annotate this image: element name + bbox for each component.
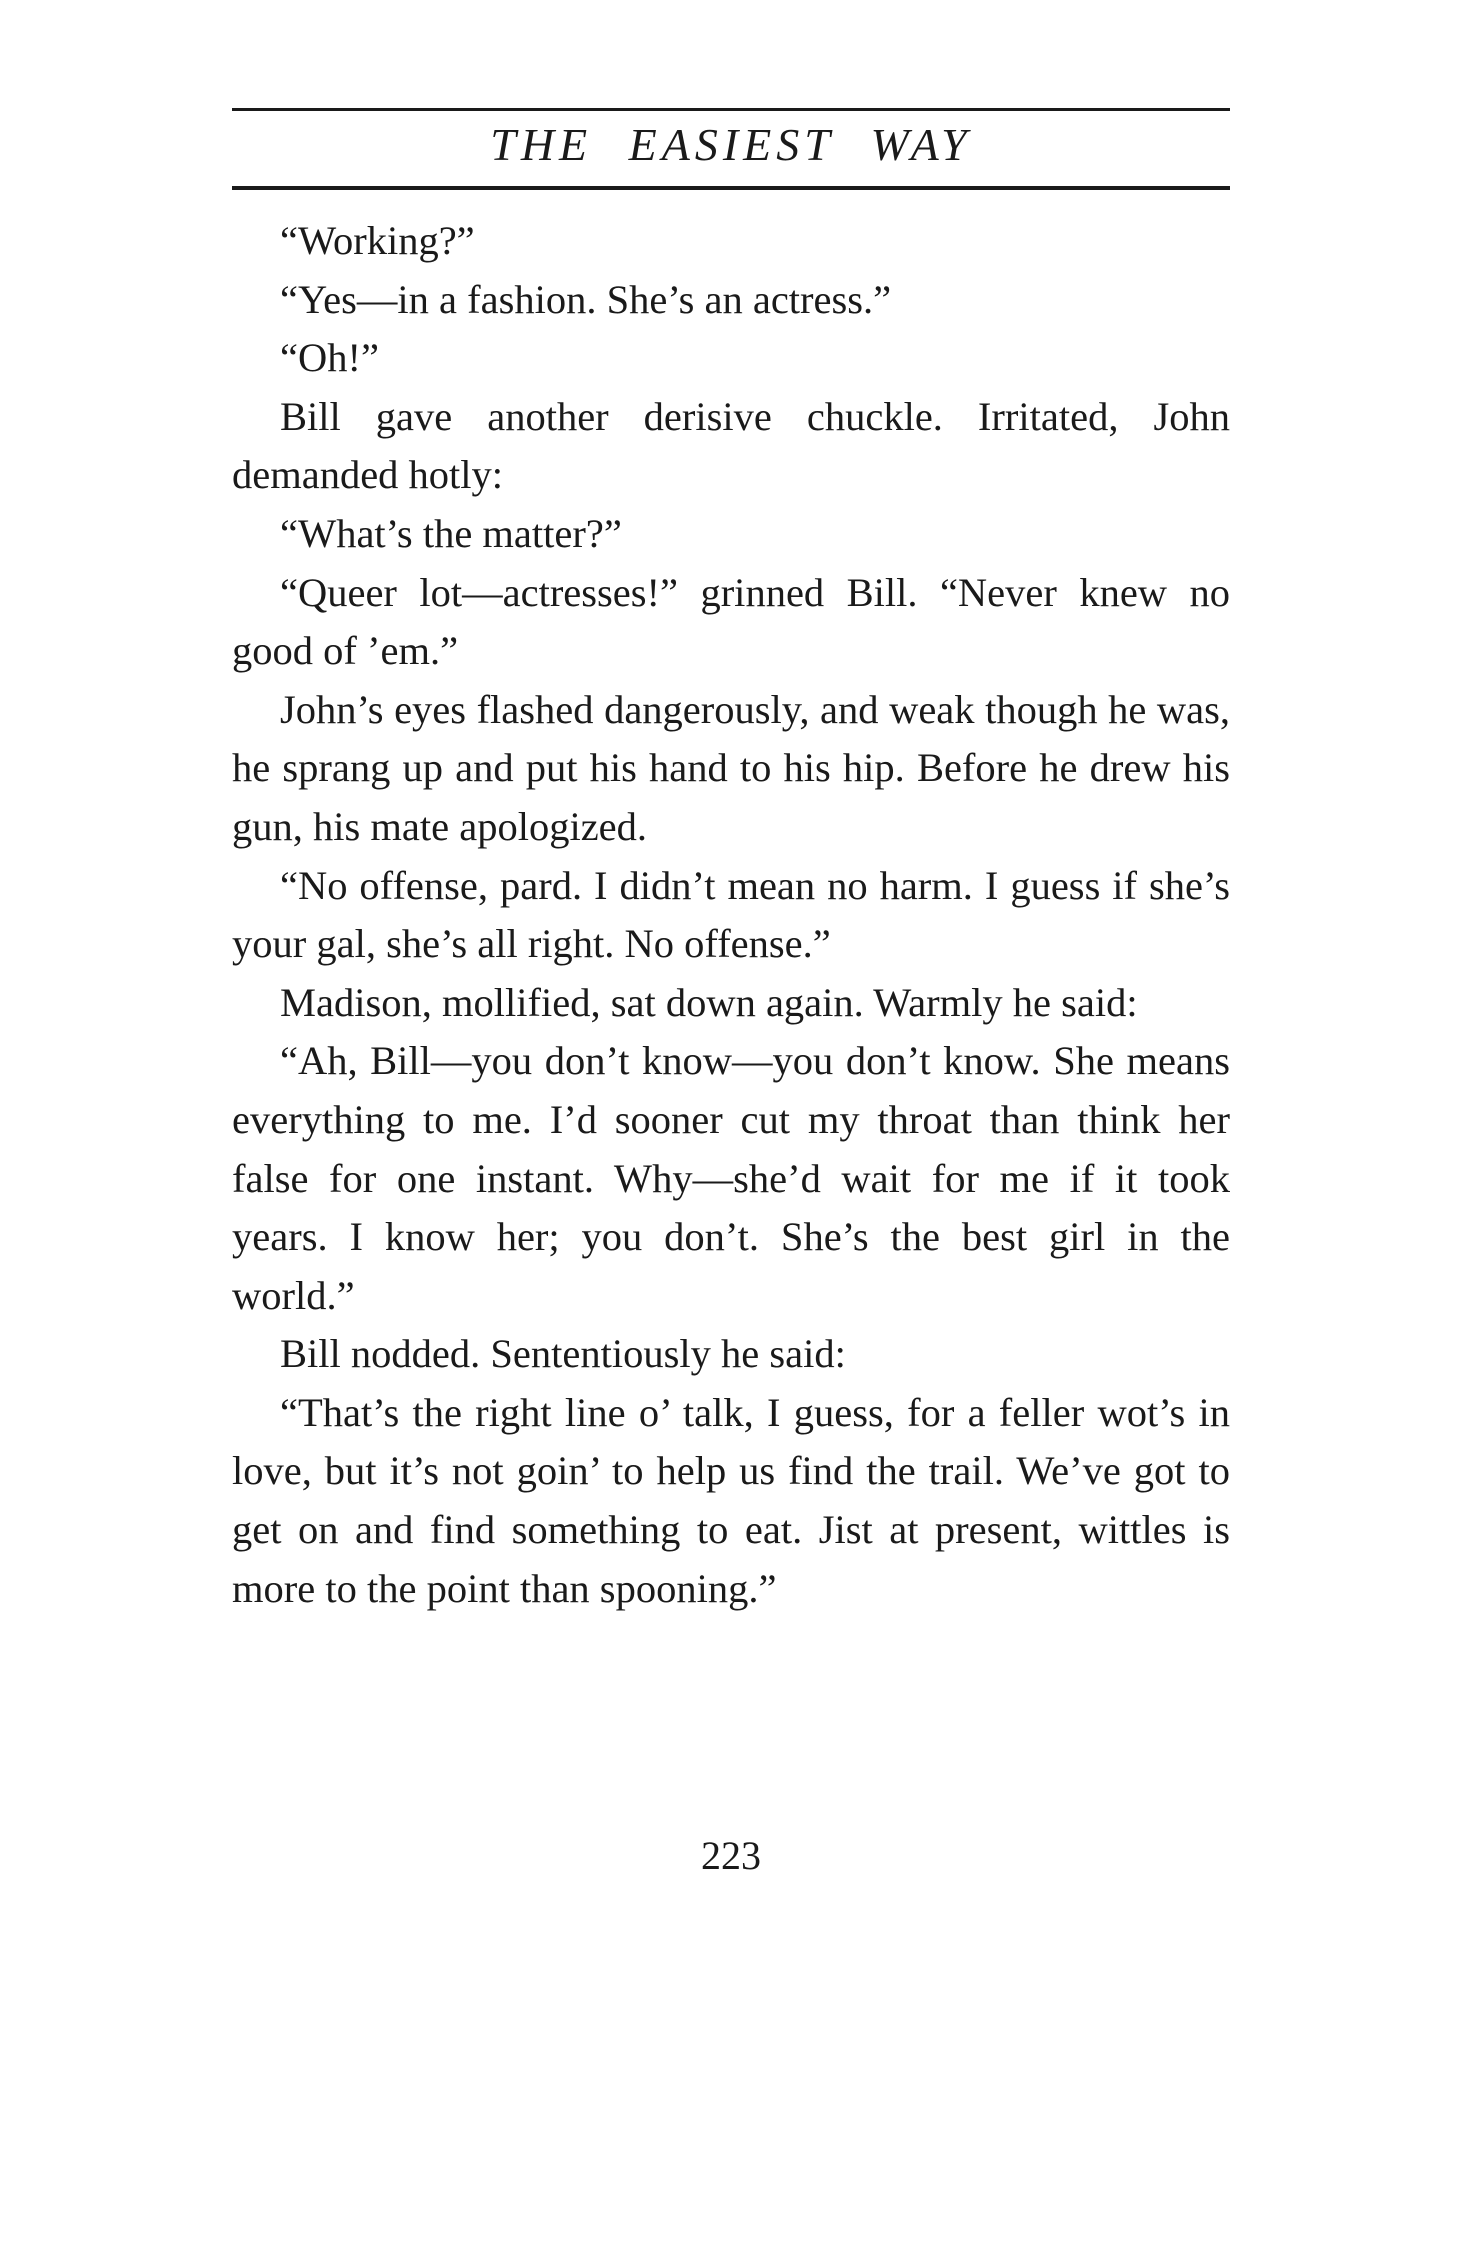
- paragraph: Madison, mollified, sat down again. Warmly he said:: [280, 979, 1138, 1025]
- paragraph: John’s eyes flashed dangerously, and weak though he was, he sprang up and put his hand to his hip. Before he drew his gun, his mate apologized.: [232, 686, 1230, 849]
- body-text: [232, 212, 1230, 1618]
- header-rule-top: [232, 108, 1230, 111]
- paragraph: “Queer lot—actresses!” grinned Bill. “Never knew no good of ’em.”: [232, 569, 1230, 674]
- paragraph: “Yes—in a fashion. She’s an actress.”: [280, 276, 892, 322]
- paragraph: “No offense, pard. I didn’t mean no harm. I guess if she’s your gal, she’s all right. No offense.”: [232, 862, 1230, 967]
- paragraph: “Oh!”: [280, 335, 379, 381]
- paragraph: “Working?”: [280, 218, 475, 263]
- page-number: 223: [701, 1833, 761, 1878]
- header-rule-bottom: [232, 186, 1230, 190]
- paragraph: Bill nodded. Sententiously he said:: [280, 1331, 846, 1377]
- paragraph: “What’s the matter?”: [280, 510, 622, 556]
- paragraph: Bill gave another derisive chuckle. Irritated, John demanded hotly:: [232, 393, 1230, 498]
- paragraph: “Ah, Bill—you don’t know—you don’t know. She means everything to me. I’d sooner cut my throat than think her false for one instant. Why—she’d wait for me if it took years. I know her; you don’t. She’s the best girl in the world.”: [232, 1038, 1230, 1318]
- running-head-title: THE EASIEST WAY: [490, 119, 972, 170]
- paragraph: “That’s the right line o’ talk, I guess, for a feller wot’s in love, but it’s not goin’ to help us find the trail. We’ve got to get on and find something to eat. Jist at present, wittles is more to the point than spooning.”: [232, 1389, 1230, 1611]
